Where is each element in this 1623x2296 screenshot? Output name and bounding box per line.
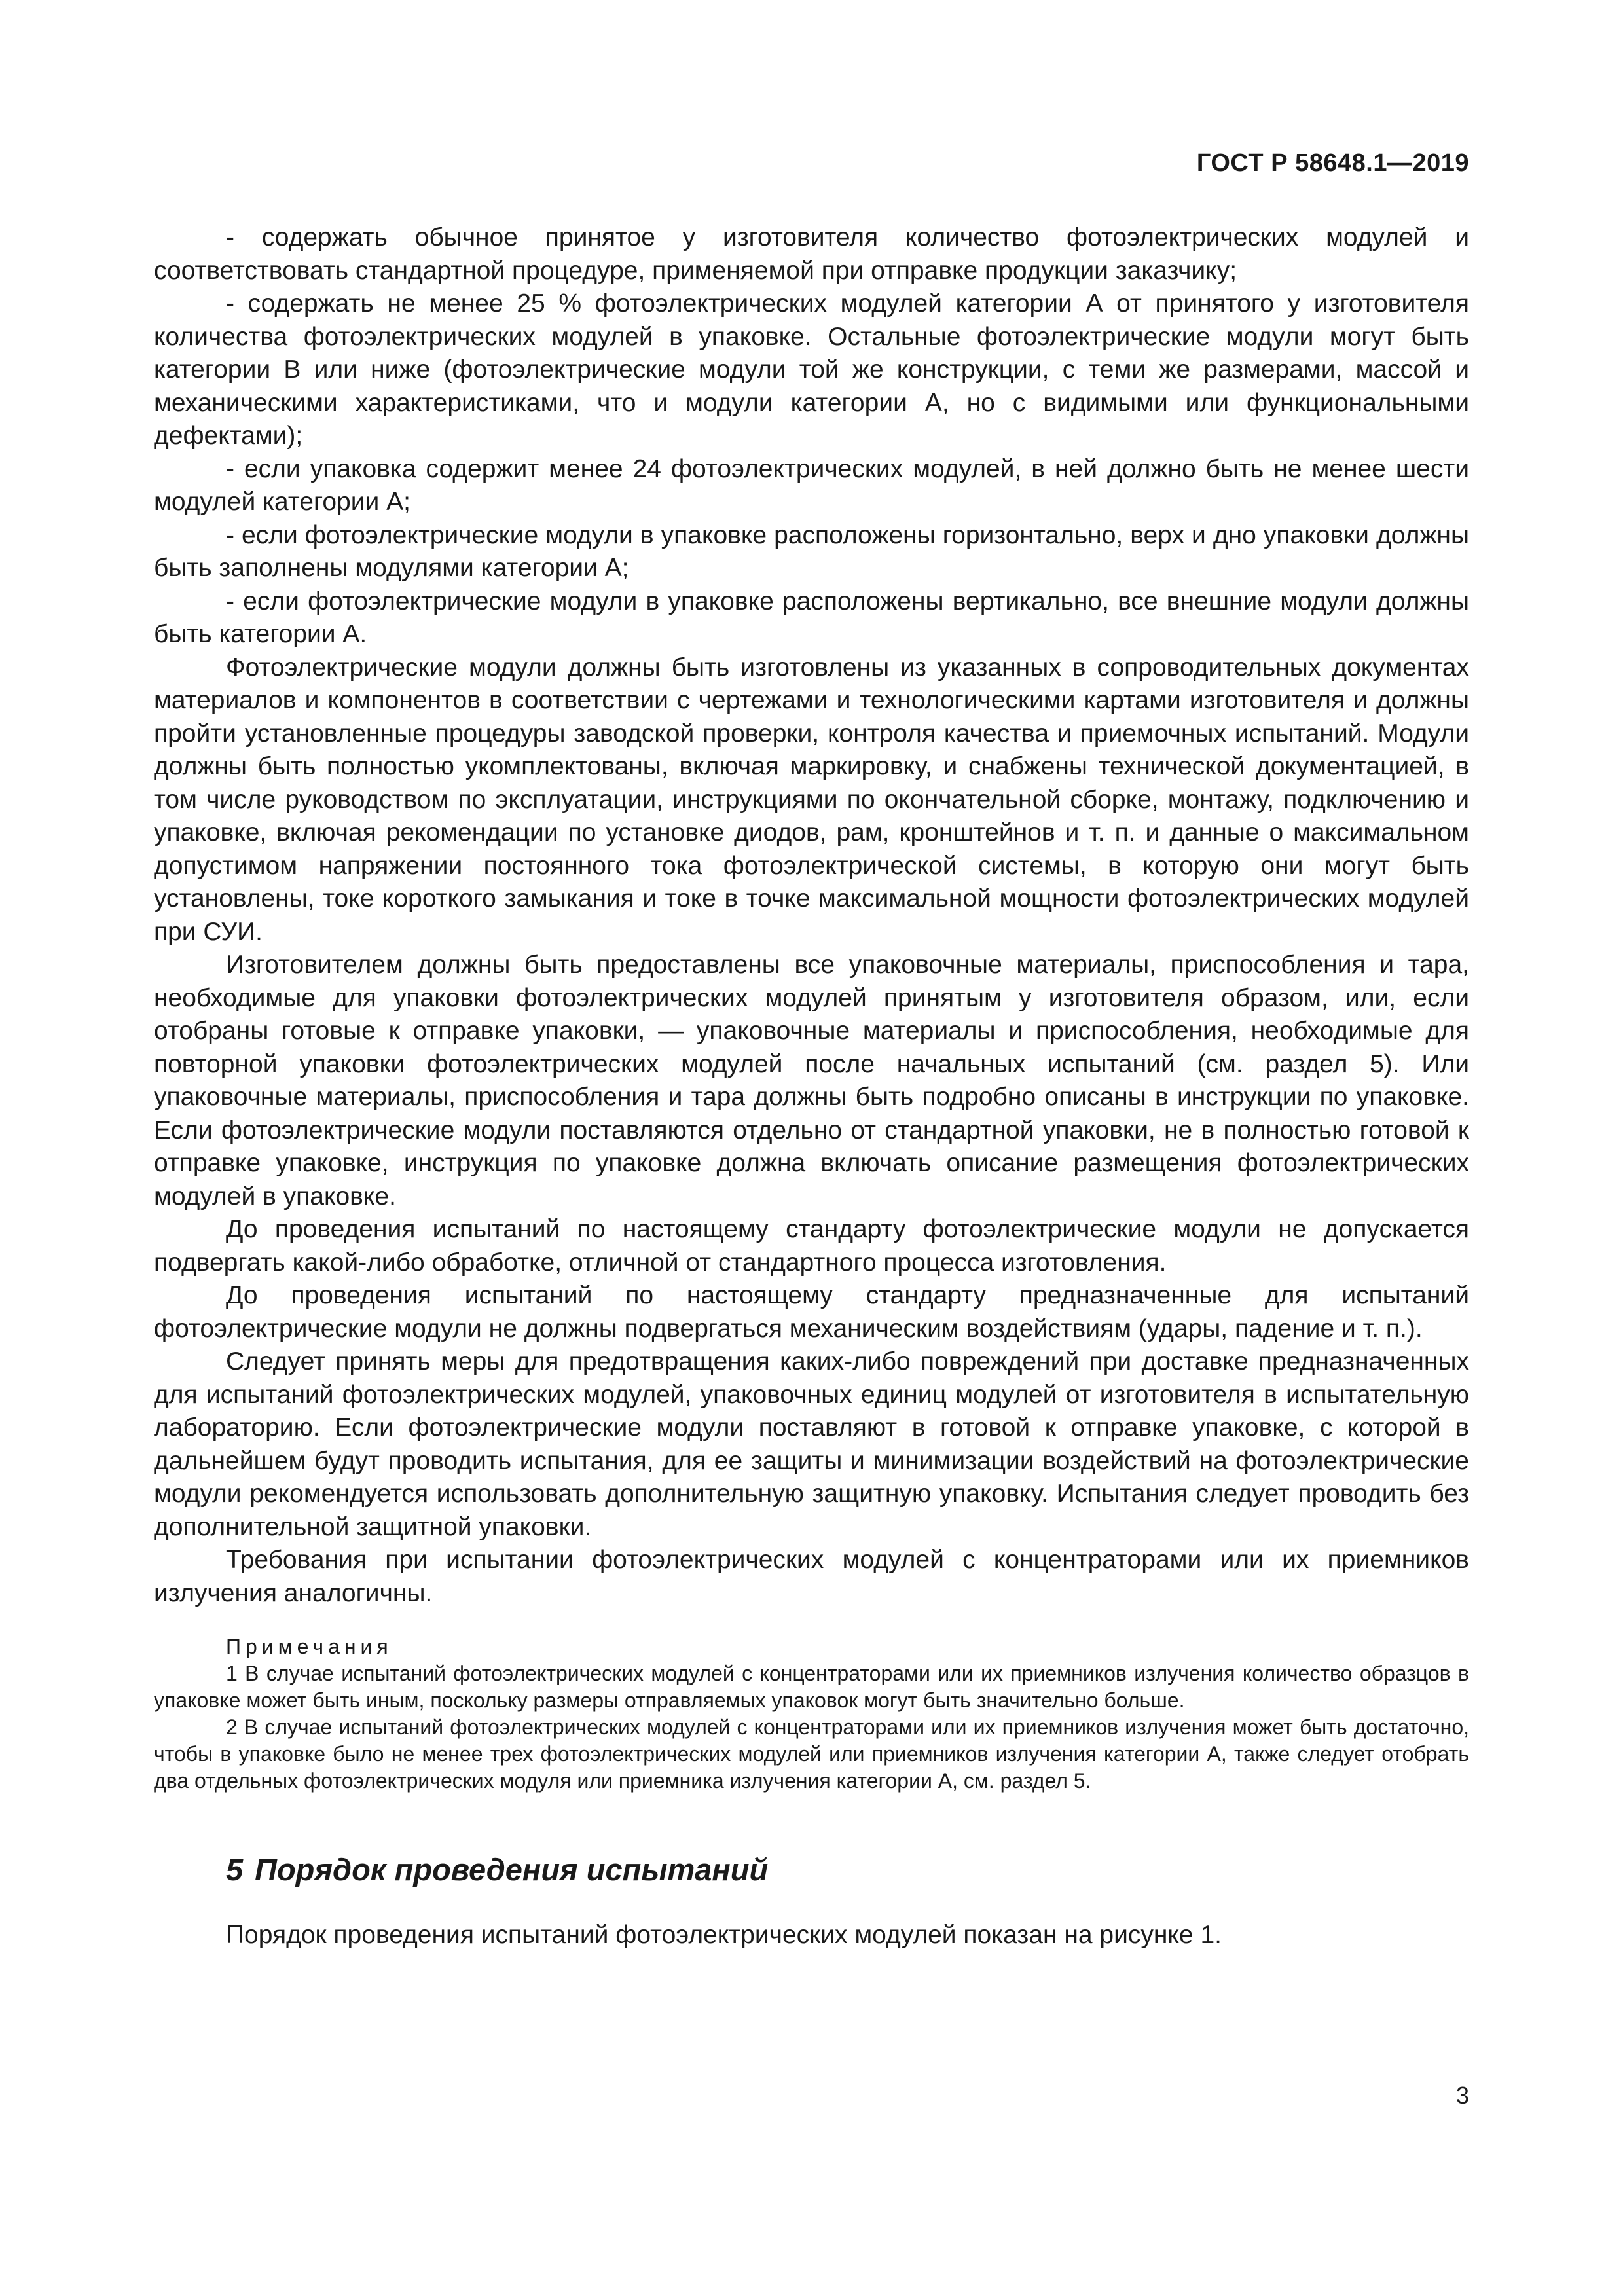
note-2: 2 В случае испытаний фотоэлектрических модулей с концентраторами или их приемников излучения может быть достаточно, чтобы в упаковке было не менее трех фотоэлектрических модулей или приемников излучения категории А, также следует отобрать два отдельных фотоэлектрических модуля или приемника излучения категории А, см. раздел 5. <box>154 1715 1469 1793</box>
notes-title: Примечания <box>226 1635 393 1658</box>
paragraph-10: Следует принять меры для предотвращения каких-либо повреждений при доставке предназначенных для испытаний фотоэлектрических модулей, упаковочных единиц модулей от изготовителя в испытательную лабораторию. Если фотоэлектрические модули поставляют в готовой к отправке упаковке, с которой в дальнейшем будут проводить испытания, для ее защиты и минимизации воздействий на фотоэлектрические модули рекомендуется использовать дополнительную защитную упаковку. Испытания следует проводить без дополнительной защитной упаковки. <box>154 1347 1469 1541</box>
note-1: 1 В случае испытаний фотоэлектрических модулей с концентраторами или их приемников излучения количество образцов в упаковке может быть иным, поскольку размеры отправляемых упаковок могут быть значительно больше. <box>154 1662 1469 1712</box>
paragraph-6: Фотоэлектрические модули должны быть изготовлены из указанных в сопроводительных документах материалов и компонентов в соответствии с чертежами и технологическими картами изготовителя и должны пройти установленные процедуры заводской проверки, контроля качества и приемочных испытаний. Модули должны быть полностью укомплектованы, включая маркировку, и снабжены технической документацией, в том числе руководством по эксплуатации, инструкциями по окончательной сборке, монтажу, подключению и упаковке, включая рекомендации по установке диодов, рам, кронштейнов и т. п. и данные о максимальном допустимом напряжении постоянного тока фотоэлектрической системы, в которую они могут быть установлены, токе короткого замыкания и токе в точке максимальной мощности фотоэлектрических модулей при СУИ. <box>154 653 1469 946</box>
section-text: Порядок проведения испытаний фотоэлектрических модулей показан на рисунке 1. <box>226 1921 1222 1949</box>
paragraph-1: - содержать обычное принятое у изготовителя количество фотоэлектрических модулей и соответствовать стандартной процедуре, применяемой при отправке продукции заказчику; <box>154 223 1469 285</box>
paragraph-2: - содержать не менее 25 % фотоэлектрических модулей категории А от принятого у изготовителя количества фотоэлектрических модулей в упаковке. Остальные фотоэлектрические модули могут быть категории В или ниже (фотоэлектрические модули той же конструкции, с теми же размерами, массой и механическими характеристиками, что и модули категории А, но с видимыми или функциональными дефектами); <box>154 289 1469 450</box>
page-number: 3 <box>1455 2082 1469 2109</box>
document-code: ГОСТ Р 58648.1—2019 <box>1196 149 1469 177</box>
paragraph-11: Требования при испытании фотоэлектрических модулей с концентраторами или их приемников излучения аналогичны. <box>154 1546 1469 1607</box>
paragraph-9: До проведения испытаний по настоящему стандарту предназначенные для испытаний фотоэлектрические модули не должны подвергаться механическим воздействиям (удары, падение и т. п.). <box>154 1281 1469 1343</box>
paragraph-3: - если упаковка содержит менее 24 фотоэлектрических модулей, в ней должно быть не менее шести модулей категории А; <box>154 454 1469 516</box>
section-title: Порядок проведения испытаний <box>255 1852 769 1887</box>
section-number: 5 <box>226 1852 244 1887</box>
notes-block <box>154 1633 1469 1795</box>
section-heading <box>154 1850 1469 1889</box>
page-body <box>154 221 1469 1952</box>
paragraph-7: Изготовителем должны быть предоставлены все упаковочные материалы, приспособления и тара, необходимые для упаковки фотоэлектрических модулей принятым у изготовителя образом, или, если отобраны готовые к отправке упаковки, — упаковочные материалы и приспособления, необходимые для повторной упаковки фотоэлектрических модулей после начальных испытаний (см. раздел 5). Или упаковочные материалы, приспособления и тара должны быть подробно описаны в инструкции по упаковке. Если фотоэлектрические модули поставляются отдельно от стандартной упаковки, не в полностью готовой к отправке упаковке, инструкция по упаковке должна включать описание размещения фотоэлектрических модулей в упаковке. <box>154 951 1469 1211</box>
paragraph-5: - если фотоэлектрические модули в упаковке расположены вертикально, все внешние модули должны быть категории А. <box>154 587 1469 648</box>
paragraph-8: До проведения испытаний по настоящему стандарту фотоэлектрические модули не допускается подвергать какой-либо обработке, отличной от стандартного процесса изготовления. <box>154 1215 1469 1277</box>
paragraph-4: - если фотоэлектрические модули в упаковке расположены горизонтально, верх и дно упаковки должны быть заполнены модулями категории А; <box>154 520 1469 582</box>
